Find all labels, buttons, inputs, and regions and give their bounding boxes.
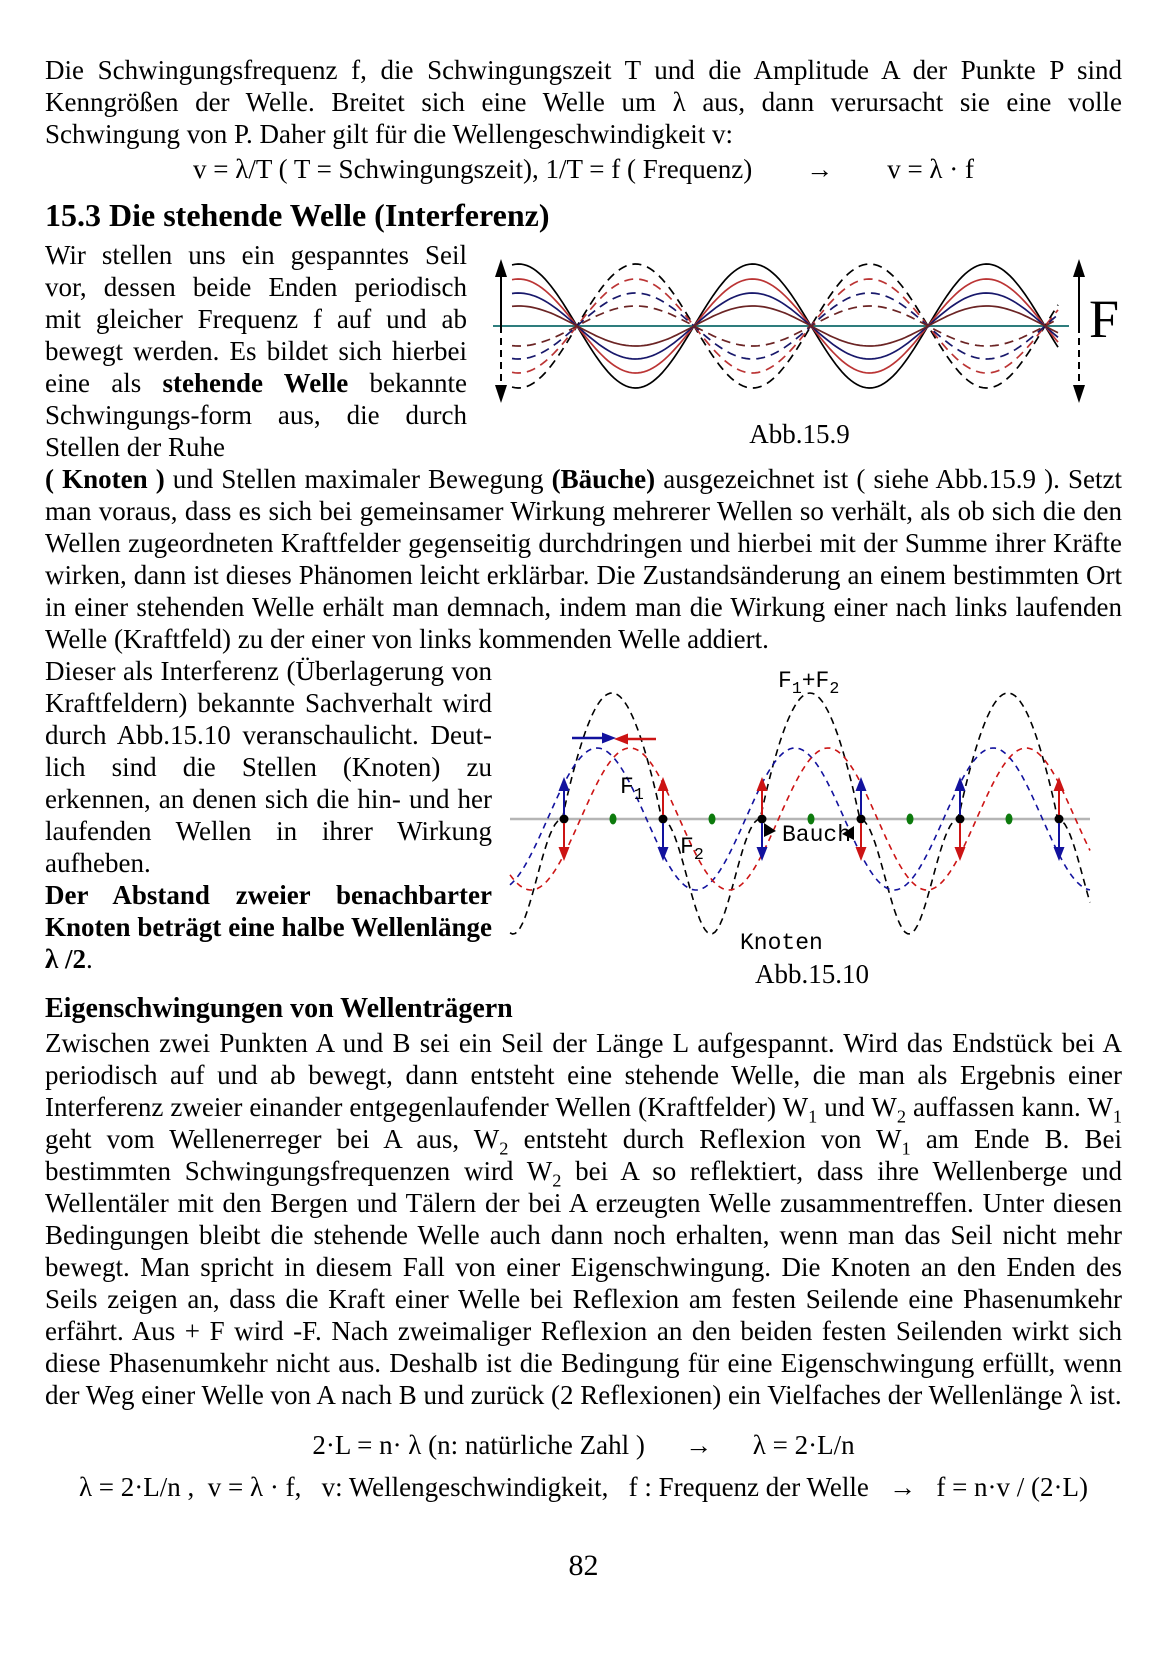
paragraph-knoten-abstand: Der Abstand zweier benachbarter Knoten beträgt eine halbe Wellenlänge λ /2. <box>45 880 492 974</box>
svg-text:F2​: $F_2$ <box>680 834 704 864</box>
eigen-formula-2: λ = 2·L/n , v = λ · f, v: Wellengeschwindigkeit, f : Frequenz der Welle → f = n·v / (2·L) <box>78 1472 1089 1502</box>
standing-wave-diagram <box>477 241 1122 419</box>
paragraph-seil: Wir stellen uns ein gespanntes Seil vor, dessen beide Enden periodisch mit gleicher Frequenz f auf und ab bewegt werden. Es bildet sich hierbei eine als stehende Welle bekannte Schwingungs-form aus, die durch Stellen der Ruhe <box>45 240 468 462</box>
paragraph-knoten: ( Knoten ) und Stellen maximaler Bewegung (Bäuche) ausgezeichnet ist ( siehe Abb.15.9 ). Setzt man voraus, dass es sich bei gemeinsamer Wirkung mehrerer Wellen so verhält, als ob sich die den Wellen zugeordneten Kraftfelder gegenseitig durchdringen und hierbei mit der Summe ihrer Kräfte wirken, dann ist dieses Phänomen leicht erklärbar. Die Zustandsänderung an einem bestimmten Ort in einer stehenden Welle erhält man demnach, indem man die Wirkung einer nach links laufenden Welle (Kraftfeld) zu der einer von links kommenden Welle addiert. <box>45 464 1122 654</box>
interference-diagram <box>502 657 1122 959</box>
figure-abb-15-9 <box>477 241 1122 449</box>
eigen-formula-1: 2·L = n· λ (n: natürliche Zahl ) → λ = 2·L/n <box>312 1430 855 1460</box>
paragraph-eigenschwingungen: Zwischen zwei Punkten A und B sei ein Seil der Länge L aufgespannt. Wird das Endstück bei A periodisch auf und ab bewegt, dann entsteht eine stehende Welle, die man als Ergebnis einer Interferenz zweier einander entgegenlaufender Wellen (Kraftfelder) $W_1$ und $W_2$ auffassen kann. $W_1$ geht vom Wellenerreger bei A aus, $W_2$ entsteht durch Reflexion von $W_1$ am Ende B. Bei bestimmten Schwingungsfrequenzen wird $W_2$ bei A so reflektiert, dass ihre Wellenberge und Wellentäler mit den Bergen und Tälern der bei A erzeugten Welle zusammentreffen. Unter diesen Bedingungen bleibt die stehende Welle auch dann noch erhalten, wenn man das Seil nicht mehr bewegt. Man spricht in diesem Fall von einer Eigenschwingung. Die Knoten an den Enden des Seils zeigen an, dass die Kraft einer Welle bei Reflexion am festen Seilende eine Phasenumkehr erfährt. Aus + F wird -F. Nach zweimaliger Reflexion an den beiden festen Seilenden wirkt sich diese Phasenumkehr nicht aus. Deshalb ist die Bedingung für eine Eigenschwingung erfüllt, wenn der Weg einer Welle von A nach B und zurück (2 Reflexionen) ein Vielfaches der Wellenlänge λ ist. <box>45 1028 1122 1410</box>
svg-text:F1​: $F_1$ <box>620 774 644 804</box>
intro-paragraph: Die Schwingungsfrequenz f, die Schwingungszeit T und die Amplitude A der Punkte P sind Kenngrößen der Welle. Breitet sich eine Welle um λ aus, dann verursacht sie eine volle Schwingung von P. Daher gilt für die Wellengeschwindigkeit v: <box>45 55 1122 149</box>
svg-text:Knoten: Knoten <box>740 930 823 956</box>
wave-speed-formula: v = λ/T ( T = Schwingungszeit), 1/T = f ( Frequenz) → v = λ · f <box>193 154 974 184</box>
paragraph-interferenz: Dieser als Interferenz (Überlagerung von Kraftfeldern) bekannte Sachverhalt wird durch Abb.15.10 veranschaulicht. Deut-lich sind die Stellen (Knoten) zu erkennen, an denen sich die hin- und her laufenden Wellen in ihrer Wirkung aufheben. <box>45 656 492 878</box>
figure-caption-15-10: Abb.15.10 <box>755 959 869 989</box>
figure-abb-15-10 <box>502 657 1122 989</box>
page-number: 82 <box>568 1549 599 1582</box>
section-heading: 15.3 Die stehende Welle (Interferenz) <box>45 197 550 233</box>
svg-text:Bauch: Bauch <box>782 822 852 848</box>
svg-text:F: F <box>1089 289 1120 349</box>
svg-text:F1​+F2​: $F_1+F_2$ <box>778 668 840 698</box>
eigenschwingungen-heading: Eigenschwingungen von Wellenträgern <box>45 993 513 1024</box>
figure-caption-15-9: Abb.15.9 <box>749 419 850 449</box>
